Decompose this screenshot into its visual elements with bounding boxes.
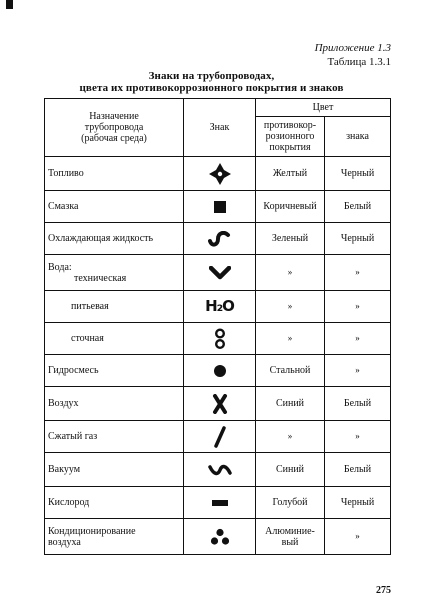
table-row: питьевая H₂O » » <box>45 291 391 323</box>
table-row: Смазка Коричневый Белый <box>45 191 391 223</box>
chevron-down-icon <box>209 266 231 280</box>
table-row: сточная » » <box>45 323 391 355</box>
double-ring-icon <box>214 328 226 350</box>
slash-icon <box>213 426 227 448</box>
table-title-line1: Знаки на трубопроводах, <box>148 70 275 82</box>
square-icon <box>213 200 227 214</box>
pipeline-signs-table <box>44 98 391 555</box>
header-sign: Знак <box>184 99 256 157</box>
header-coating: противокор- розионного покрытия <box>256 117 325 157</box>
header-color: Цвет <box>256 99 391 117</box>
row-purpose: Гидросмесь <box>45 355 184 387</box>
table-row: Сжатый газ » » <box>45 421 391 453</box>
corner-mark <box>6 0 13 9</box>
table-row: Кислород Голубой Черный <box>45 487 391 519</box>
table-row: Воздух Синий Белый <box>45 387 391 421</box>
dot-icon <box>213 364 227 378</box>
row-purpose: Топливо <box>45 157 184 191</box>
table-row: Охлаждающая жидкость Зеленый Черный <box>45 223 391 255</box>
table-row: Гидросмесь Стальной » <box>45 355 391 387</box>
appendix-label: Приложение 1.3 <box>314 42 391 54</box>
row-purpose: сточная <box>45 323 184 355</box>
table-row: Кондиционирование воздуха Алюминие- вый » <box>45 519 391 555</box>
table-row: Топливо Желтый Черный <box>45 157 391 191</box>
table-row: Вакуум Синий Белый <box>45 453 391 487</box>
row-purpose: Охлаждающая жидкость <box>45 223 184 255</box>
row-purpose: Кислород <box>45 487 184 519</box>
diamond-star-icon <box>209 163 231 185</box>
row-purpose: Вода: техническая <box>45 255 184 291</box>
row-purpose: питьевая <box>45 291 184 323</box>
s-curve-icon <box>208 231 232 247</box>
h2o-icon: H₂O <box>205 297 234 316</box>
header-purpose: Назначение трубопровода (рабочая среда) <box>45 99 184 157</box>
row-purpose: Вакуум <box>45 453 184 487</box>
cross-icon <box>212 394 228 414</box>
row-purpose: Смазка <box>45 191 184 223</box>
table-row: Вода: техническая » » <box>45 255 391 291</box>
bar-icon <box>211 498 229 508</box>
page-number: 275 <box>376 585 391 596</box>
table-number: Таблица 1.3.1 <box>327 56 391 68</box>
table-title-line2: цвета их противокоррозионного покрытия и знаков <box>79 82 344 94</box>
three-dots-icon <box>210 528 230 546</box>
row-purpose: Сжатый газ <box>45 421 184 453</box>
row-purpose: Кондиционирование воздуха <box>45 519 184 555</box>
row-purpose: Воздух <box>45 387 184 421</box>
wave-icon <box>208 463 232 477</box>
header-of-sign: знака <box>325 117 391 157</box>
